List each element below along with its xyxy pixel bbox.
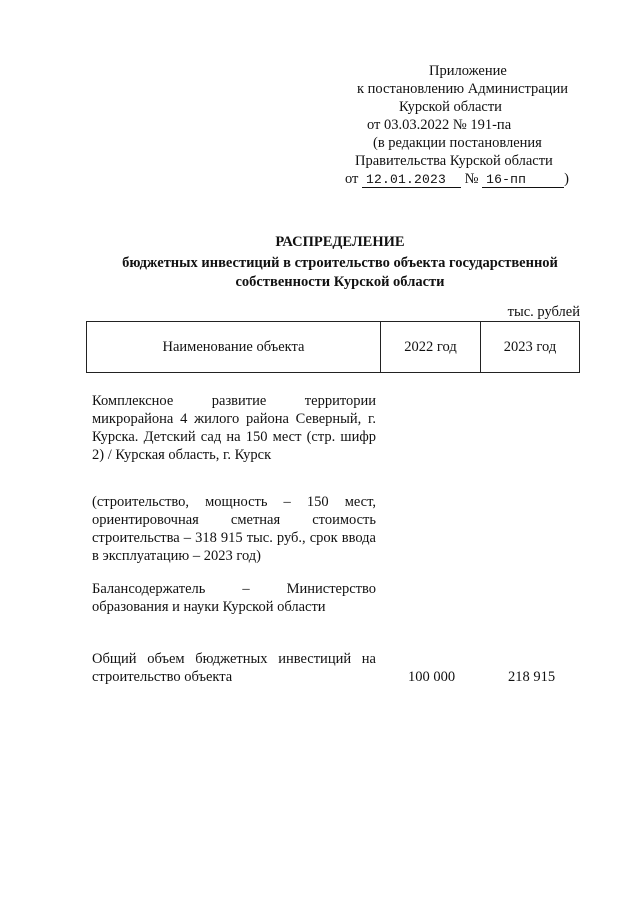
header-year-2023: 2023 год [503,338,557,355]
appendix-block [345,62,585,188]
total-2022-value: 100 000 [408,669,456,685]
amendment-number-label: № [464,171,479,187]
units-label: тыс. рублей [507,304,580,320]
appendix-amendment-line [345,170,585,188]
total-2023-value: 218 915 [508,669,556,685]
appendix-original-date: от 03.03.2022 № 191-па [367,117,512,133]
appendix-edition-note: (в редакции постановления [373,135,542,151]
document-heading: РАСПРЕДЕЛЕНИЕ [275,234,405,250]
object-description: Комплексное развитие территории микрорайона 4 жилого района Северный, г. Курска. Детский сад на 150 мест (стр. шифр 2) / Курская область, г. Курск [92,393,376,463]
appendix-title: Приложение [429,63,507,79]
header-year-2022: 2022 год [381,322,481,372]
document-subtitle-line2: собственности Курской области [235,274,445,290]
header-object-name: Наименование объекта [87,322,381,372]
appendix-government: Правительства Курской области [355,153,553,169]
object-details: (строительство, мощность – 150 мест, ориентировочная сметная стоимость строительства – 318 915 тыс. руб., срок ввода в эксплуатацию – 2023 год) [92,494,376,564]
amendment-date: 12.01.2023 [362,172,461,188]
amendment-from-label: от [345,171,359,187]
total-label: Общий объем бюджетных инвестиций на строительство объекта [92,651,376,685]
amendment-close-paren: ) [564,171,569,187]
appendix-region: Курской области [399,99,502,115]
table-header [86,321,580,373]
appendix-ref: к постановлению Администрации [357,81,568,97]
balance-holder: Балансодержатель – Министерство образования и науки Курской области [92,581,376,615]
document-subtitle-line1: бюджетных инвестиций в строительство объекта государственной [122,255,558,271]
amendment-number: 16-пп [482,172,564,188]
